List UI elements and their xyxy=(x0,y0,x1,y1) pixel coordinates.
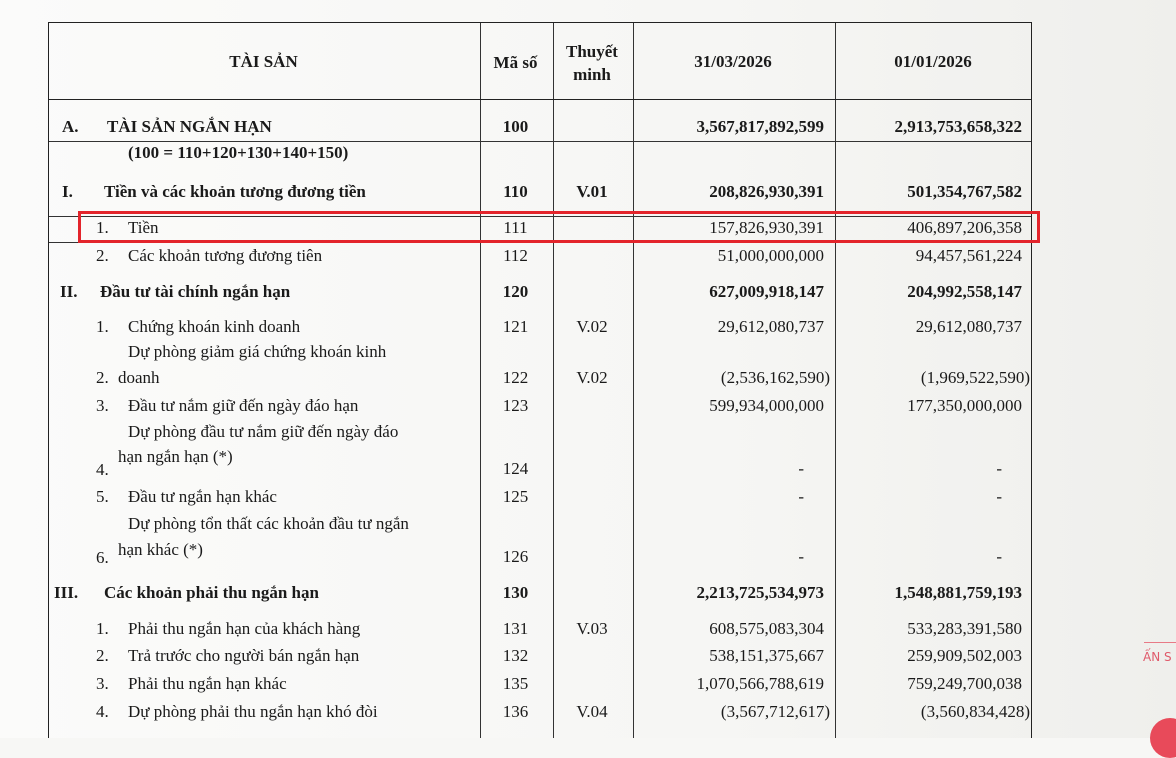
stamp-line xyxy=(1144,642,1176,643)
row-value-period2: (3,560,834,428) xyxy=(920,702,1030,721)
header-note-line1: Thuyết xyxy=(566,42,618,61)
row-mark: 4. xyxy=(96,702,109,721)
row-mark: 6. xyxy=(96,548,109,567)
row-value-period1: 2,213,725,534,973 xyxy=(696,583,824,602)
row-value-period2: 177,350,000,000 xyxy=(907,396,1022,415)
row-value-period2: 759,249,700,038 xyxy=(907,674,1022,693)
row-value-period2: - xyxy=(996,547,1002,566)
row-label: Các khoản phải thu ngắn hạn xyxy=(104,583,319,602)
row-note: V.01 xyxy=(576,182,608,201)
row-note: V.02 xyxy=(576,368,608,387)
row-code: 110 xyxy=(503,182,528,201)
row-label: Phải thu ngắn hạn khác xyxy=(128,674,287,693)
header-period1: 31/03/2026 xyxy=(694,52,772,71)
row-value-period2: 2,913,753,658,322 xyxy=(894,117,1022,136)
row-value-period2: 406,897,206,358 xyxy=(907,218,1022,237)
row-mark: II. xyxy=(60,282,78,301)
row-label: Dự phòng giảm giá chứng khoán kinh xyxy=(128,342,387,361)
row-value-period2: 1,548,881,759,193 xyxy=(894,583,1022,602)
row-code: 132 xyxy=(502,646,529,665)
row-code: 100 xyxy=(502,117,529,136)
row-note: V.02 xyxy=(576,317,608,336)
row-mark: 1. xyxy=(96,619,109,638)
row-value-period2: 204,992,558,147 xyxy=(907,282,1022,301)
row-label: Dự phòng đầu tư nắm giữ đến ngày đáo xyxy=(128,422,399,441)
row-value-period2: 501,354,767,582 xyxy=(907,182,1022,201)
row-value-period1: 599,934,000,000 xyxy=(709,396,824,415)
row-mark: 2. xyxy=(96,646,109,665)
row-mark: 1. xyxy=(96,218,109,237)
row-value-period1: 627,009,918,147 xyxy=(709,282,824,301)
row-value-period2: 533,283,391,580 xyxy=(907,619,1022,638)
row-mark: 5. xyxy=(96,487,109,506)
row-code: 122 xyxy=(502,368,529,387)
row-value-period1: 3,567,817,892,599 xyxy=(696,117,824,136)
row-label: Đầu tư tài chính ngắn hạn xyxy=(100,282,291,301)
row-label: Phải thu ngắn hạn của khách hàng xyxy=(128,619,361,638)
row-mark: 2. xyxy=(96,368,109,387)
row-mark: 4. xyxy=(96,460,109,479)
row-code: 112 xyxy=(503,246,528,265)
row-value-period2: 29,612,080,737 xyxy=(915,317,1022,336)
row-code: 135 xyxy=(502,674,529,693)
row-label: Các khoản tương đương tiên xyxy=(128,246,323,265)
row-note: V.04 xyxy=(576,702,608,721)
row-value-period1: 538,151,375,667 xyxy=(709,646,824,665)
row-label: (100 = 110+120+130+140+150) xyxy=(128,143,349,162)
row-code: 124 xyxy=(502,459,529,478)
row-value-period1: 608,575,083,304 xyxy=(709,619,824,638)
row-mark: 1. xyxy=(96,317,109,336)
row-code: 111 xyxy=(503,218,528,237)
row-value-period1: 1,070,566,788,619 xyxy=(696,674,824,693)
row-mark: 3. xyxy=(96,396,109,415)
stamp-seal xyxy=(1150,718,1176,758)
row-code: 131 xyxy=(502,619,529,638)
row-note: V.03 xyxy=(576,619,608,638)
row-mark: I. xyxy=(62,182,73,201)
row-value-period1: 29,612,080,737 xyxy=(717,317,824,336)
row-label: Trả trước cho người bán ngắn hạn xyxy=(128,646,360,665)
row-value-period1: - xyxy=(798,487,804,506)
row-value-period1: (3,567,712,617) xyxy=(720,702,830,721)
row-value-period1: - xyxy=(798,459,804,478)
row-label: Chứng khoán kinh doanh xyxy=(128,317,301,336)
row-label: Tiền và các khoản tương đương tiền xyxy=(104,182,366,201)
row-mark: III. xyxy=(54,583,79,602)
row-code: 126 xyxy=(502,547,529,566)
row-value-period1: 51,000,000,000 xyxy=(717,246,824,265)
row-code: 136 xyxy=(502,702,529,721)
row-label: Dự phòng tổn thất các khoản đầu tư ngắn xyxy=(128,514,409,533)
row-value-period2: - xyxy=(996,487,1002,506)
row-label: Đầu tư nắm giữ đến ngày đáo hạn xyxy=(128,396,359,415)
row-label: hạn ngắn hạn (*) xyxy=(118,447,233,466)
stamp-text: ẤN S xyxy=(1143,650,1172,664)
row-value-period2: 259,909,502,003 xyxy=(907,646,1022,665)
row-label: TÀI SẢN NGẮN HẠN xyxy=(107,117,272,136)
row-label: Đầu tư ngắn hạn khác xyxy=(128,487,277,506)
highlight-box xyxy=(78,211,1040,243)
row-value-period1: 157,826,930,391 xyxy=(709,218,824,237)
row-value-period1: (2,536,162,590) xyxy=(720,368,830,387)
row-value-period1: 208,826,930,391 xyxy=(709,182,824,201)
row-value-period1: - xyxy=(798,547,804,566)
header-note-line2: minh xyxy=(573,65,611,84)
row-mark: 2. xyxy=(96,246,109,265)
row-mark: 3. xyxy=(96,674,109,693)
row-code: 120 xyxy=(502,282,529,301)
row-label: doanh xyxy=(118,368,160,387)
row-mark: A. xyxy=(62,117,79,136)
row-value-period2: - xyxy=(996,459,1002,478)
row-label: hạn khác (*) xyxy=(118,540,203,559)
row-label: Dự phòng phải thu ngắn hạn khó đòi xyxy=(128,702,378,721)
row-code: 121 xyxy=(502,317,529,336)
row-value-period2: 94,457,561,224 xyxy=(915,246,1022,265)
row-code: 130 xyxy=(502,583,529,602)
row-label: Tiền xyxy=(128,218,159,237)
row-code: 123 xyxy=(502,396,529,415)
row-code: 125 xyxy=(502,487,529,506)
row-value-period2: (1,969,522,590) xyxy=(920,368,1030,387)
header-period2: 01/01/2026 xyxy=(894,52,972,71)
header-asset: TÀI SẢN xyxy=(229,52,298,71)
header-code: Mã số xyxy=(493,53,538,72)
